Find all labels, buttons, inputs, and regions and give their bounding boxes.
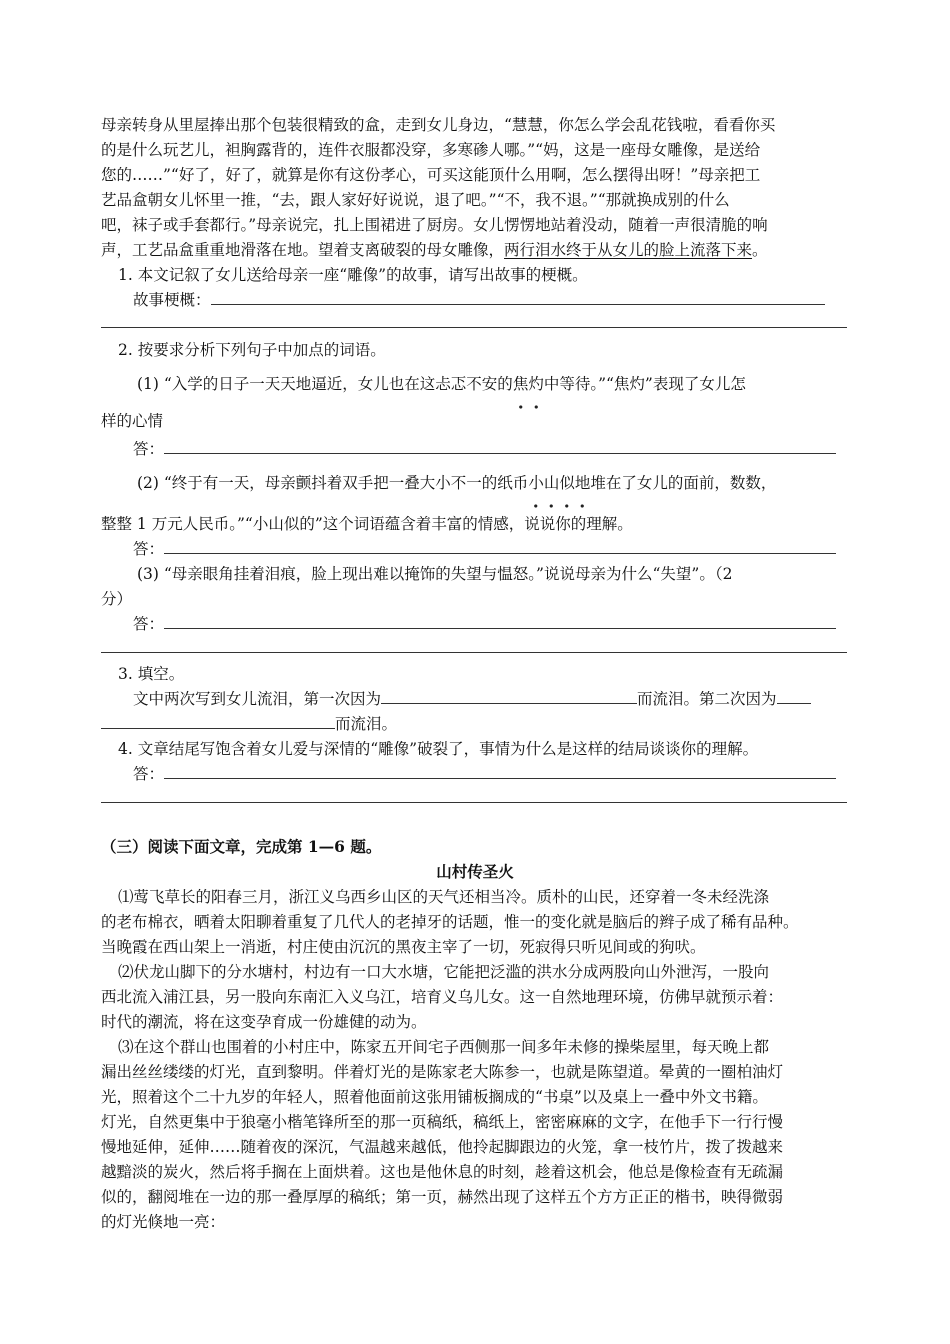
- paragraph-2-line: ⑵伏龙山脚下的分水塘村，村边有一口大水塘，它能把泛滥的洪水分成两股向山外泄泻，一股向: [118, 963, 770, 981]
- question-2: 2. 按要求分析下列句子中加点的词语。: [118, 341, 386, 359]
- paragraph-2-line: 西北流入浦江县，另一股向东南汇入义乌江，培育义乌儿女。这一自然地理环境，仿佛早就预示着：: [101, 988, 784, 1006]
- paragraph-3-line: 越黯淡的炭火，然后将手搁在上面烘着。这也是他休息的时刻，趁着这机会，他总是像检查有无疏漏: [101, 1163, 784, 1181]
- fill-text-pre: 文中两次写到女儿流泪，第一次因为: [133, 690, 382, 708]
- story-summary-blank[interactable]: [211, 290, 825, 305]
- paragraph-3-line: 慢地延伸，延伸……随着夜的深沉，气温越来越低，他拎起脚跟边的火笼，拿一枝竹片，拨了拨越来: [101, 1138, 784, 1156]
- paragraph-3-line: 似的，翻阅堆在一边的那一叠厚厚的稿纸；第一页，赫然出现了这样五个方方正正的楷书，映得微弱: [101, 1188, 784, 1206]
- answer-label: 答：: [133, 615, 165, 633]
- fill-blank-first[interactable]: [381, 689, 637, 704]
- paragraph-1-line: 的老布棉衣，晒着太阳聊着重复了几代人的老掉牙的话题，惟一的变化就是脑后的辫子成了稀有品种。: [101, 913, 799, 931]
- sub-1-text-post: 中等待。”“焦灼”表现了女儿怎: [543, 375, 746, 393]
- question-1-answer: [133, 289, 825, 311]
- answer-line: [133, 763, 836, 785]
- answer-rule[interactable]: [101, 802, 847, 803]
- sub-1-text-pre: (1) “入学的日子一天天地逼近，女儿也在这忐忑不安的: [137, 375, 513, 393]
- paragraph-1-line: 当晚霞在西山架上一消逝，村庄使由沉沉的黑夜主宰了一切，死寂得只听见间或的狗吠。: [101, 938, 706, 956]
- story-summary-label: 故事梗概：: [133, 291, 211, 309]
- paragraph-3-line: 光，照着这个二十九岁的年轻人，照着他面前这张用铺板搁成的“书桌”以及桌上一叠中外文书籍。: [101, 1088, 768, 1106]
- question-2-sub-2: [137, 472, 776, 494]
- paragraph-2-line: 时代的潮流，将在这变孕育成一份雄健的动为。: [101, 1013, 427, 1031]
- story-line-3: 您的……”“好了，好了，就算是你有这份孝心，可买这能顶什么用啊，怎么摆得出呀！”母亲把工: [101, 166, 761, 184]
- answer-label: 答：: [133, 440, 165, 458]
- answer-rule[interactable]: [101, 652, 847, 653]
- paragraph-3-line: 的灯光倏地一亮：: [101, 1213, 226, 1231]
- story-line-1: 母亲转身从里屋捧出那个包装很精致的盒，走到女儿身边，“慧慧，你怎么学会乱花钱啦，看看你买: [101, 116, 776, 134]
- story-line-6-post: 。: [752, 241, 768, 259]
- answer-blank[interactable]: [164, 539, 836, 554]
- answer-label: 答：: [133, 540, 165, 558]
- sub-2-text-pre: (2) “终于有一天，母亲颤抖着双手把一叠大小不一的纸币: [137, 474, 529, 492]
- article-title: 山村传圣火: [436, 862, 514, 881]
- answer-line: [133, 613, 836, 635]
- story-line-2: 的是什么玩艺儿，袒胸露背的，连件衣服都没穿，多寒碜人哪。”“妈，这是一座母女雕像，是送给: [101, 141, 761, 159]
- fill-text-mid: 而流泪。第二次因为: [637, 690, 777, 708]
- fill-blank-second[interactable]: [101, 714, 335, 729]
- answer-blank[interactable]: [164, 614, 836, 629]
- question-3-fill-cont: [101, 713, 397, 735]
- fill-blank-second-start[interactable]: [777, 689, 811, 704]
- question-2-sub-3: (3) “母亲眼角挂着泪痕，脸上现出难以掩饰的失望与愠怒。”说说母亲为什么“失望”。（2: [137, 565, 733, 583]
- question-2-sub-1-cont: 样的心情: [101, 412, 164, 430]
- question-3-fill: [133, 688, 811, 710]
- paragraph-3-line: 灯光，自然更集中于狼毫小楷笔锋所至的那一页稿纸，稿纸上，密密麻麻的文字，在他手下一行行慢: [101, 1113, 784, 1131]
- paragraph-3-line: ⑶在这个群山也围着的小村庄中，陈家五开间宅子西侧那一间多年未修的操柴屋里，每天晚上都: [118, 1038, 770, 1056]
- section-heading: （三）阅读下面文章，完成第 1—6 题。: [101, 837, 382, 856]
- dotted-word-xiaoshan: 小山似地: [528, 474, 591, 492]
- answer-blank[interactable]: [164, 764, 836, 779]
- answer-line: [133, 438, 836, 460]
- question-1: 1. 本文记叙了女儿送给母亲一座“雕像”的故事，请写出故事的梗概。: [118, 266, 588, 284]
- paragraph-3-line: 漏出丝丝缕缕的灯光，直到黎明。伴着灯光的是陈家老大陈参一，也就是陈望道。晕黄的一圈柏油灯: [101, 1063, 784, 1081]
- story-line-4: 艺品盒朝女儿怀里一推，“去，跟人家好好说说，退了吧。”“不，我不退。”“那就换成别的什么: [101, 191, 730, 209]
- answer-rule[interactable]: [101, 327, 847, 328]
- answer-line: [133, 538, 836, 560]
- paragraph-1-line: ⑴莺飞草长的阳春三月，浙江义乌西乡山区的天气还相当冷。质朴的山民，还穿着一冬未经洗涤: [118, 888, 770, 906]
- question-2-sub-2-cont: 整整 1 万元人民币。”“小山似的”这个词语蕴含着丰富的情感，说说你的理解。: [101, 515, 633, 533]
- underlined-sentence: 两行泪水终于从女儿的脸上流落下来: [504, 241, 753, 259]
- answer-blank[interactable]: [164, 439, 836, 454]
- question-2-sub-1: [137, 373, 746, 395]
- fill-text-end: 而流泪。: [335, 715, 398, 733]
- question-3: 3. 填空。: [118, 665, 185, 683]
- question-2-sub-3-cont: 分）: [101, 590, 133, 608]
- answer-label: 答：: [133, 765, 165, 783]
- question-4: 4. 文章结尾写饱含着女儿爱与深情的“雕像”破裂了，事情为什么是这样的结局谈谈你的理解。: [118, 740, 759, 758]
- story-line-5: 吧，袜子或手套都行。”母亲说完，扎上围裙进了厨房。女儿愣愣地站着没动，随着一声很清脆的响: [101, 216, 768, 234]
- sub-2-text-post: 堆在了女儿的面前，数数，: [590, 474, 777, 492]
- story-line-6-pre: 声，工艺品盒重重地滑落在地。望着支离破裂的母女雕像，: [101, 241, 505, 259]
- story-line-6: [101, 239, 768, 261]
- dotted-word-jiaozhuo: 焦灼: [512, 375, 544, 393]
